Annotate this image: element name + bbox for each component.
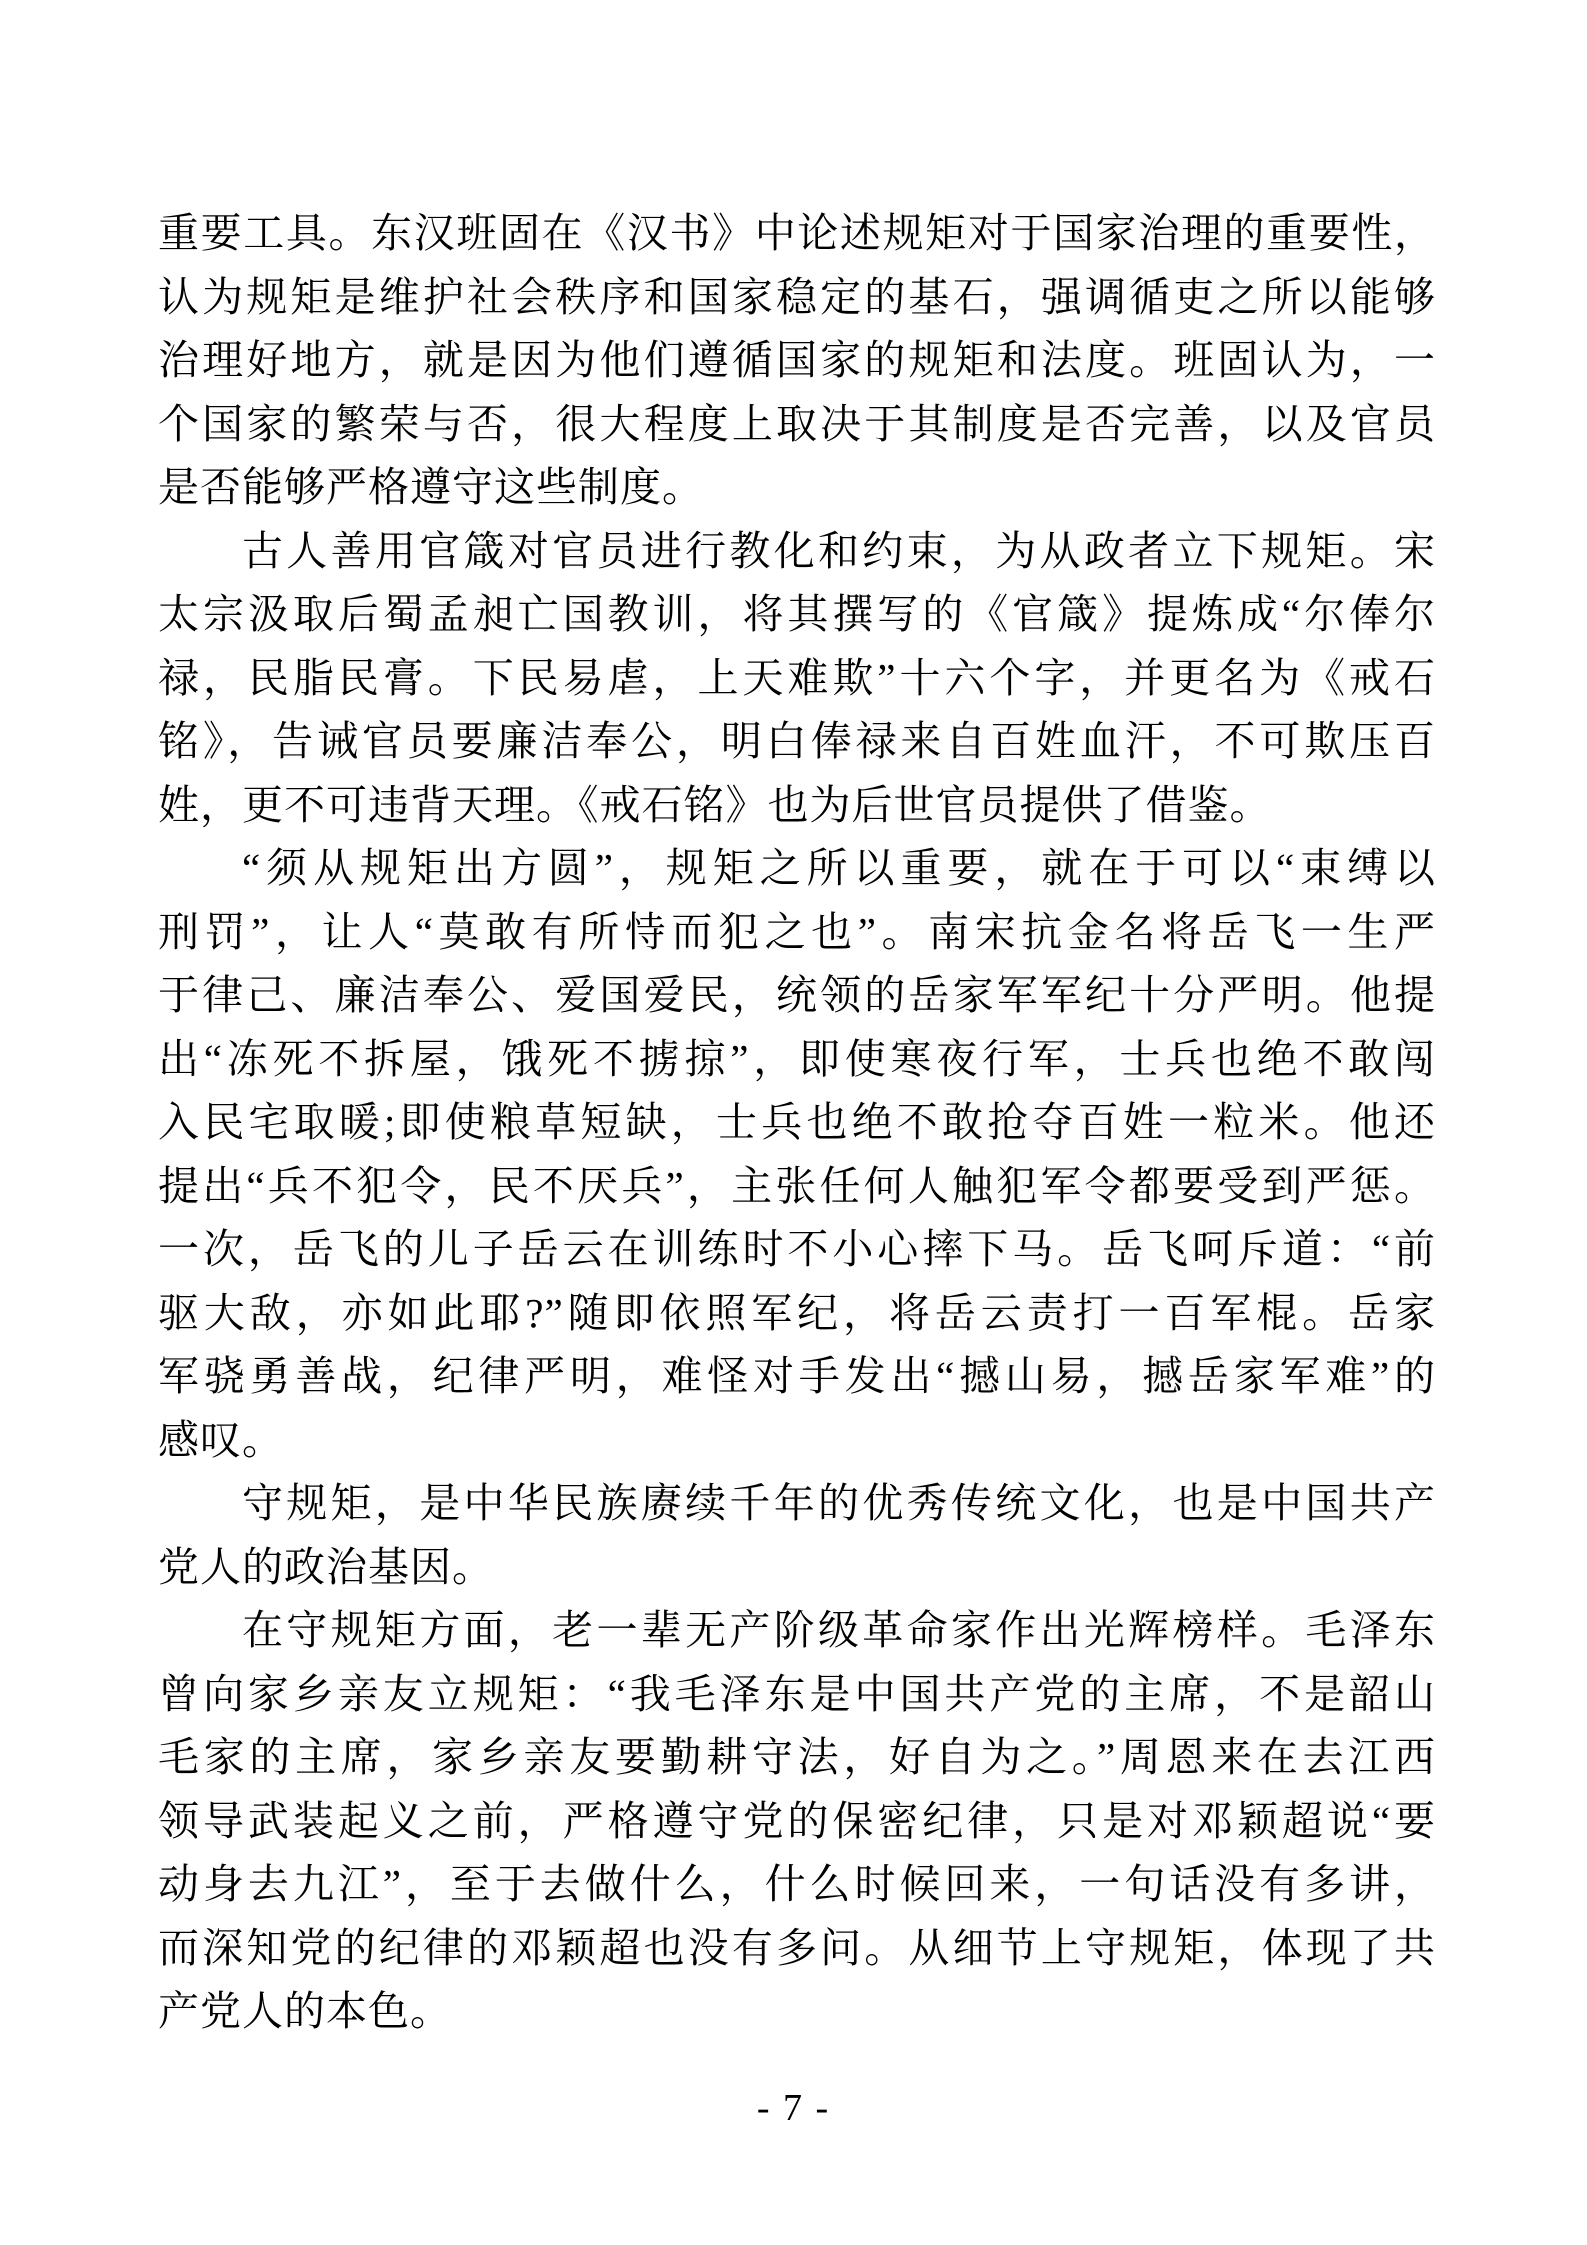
text-line: 是否能够严格遵守这些制度。 (158, 464, 704, 510)
text-line: “须从规矩出方圆”，规矩之所以重要，就在于可以“束缚以 (242, 845, 1436, 891)
text-line: 出“冻死不拆屋，饿死不掳掠”，即使寒夜行军，士兵也绝不敢闯 (158, 1035, 1436, 1082)
text-line: 驱大敌，亦如此耶?”随即依照军纪，将岳云责打一百军棍。岳家 (158, 1289, 1436, 1336)
text-line: 曾向家乡亲友立规矩：“我毛泽东是中国共产党的主席，不是韶山 (158, 1670, 1436, 1717)
text-line: 一次，岳飞的儿子岳云在训练时不小心摔下马。岳飞呵斥道：“前 (158, 1226, 1436, 1272)
text-line: 重要工具。东汉班固在《汉书》中论述规矩对于国家治理的重要性， (158, 210, 1436, 256)
page-number: - 7 - (756, 2087, 831, 2129)
document-body (158, 202, 1436, 2044)
text-line: 古人善用官箴对官员进行教化和约束，为从政者立下规矩。宋 (242, 527, 1436, 574)
text-line: 入民宅取暖;即使粮草短缺，士兵也绝不敢抢夺百姓一粒米。他还 (158, 1099, 1436, 1145)
text-line: 领导武装起义之前，严格遵守党的保密纪律，只是对邓颖超说“要 (158, 1797, 1436, 1844)
text-line: 个国家的繁荣与否，很大程度上取决于其制度是否完善，以及官员 (158, 400, 1436, 447)
text-line: 禄，民脂民膏。下民易虐，上天难欺”十六个字，并更名为《戒石 (158, 654, 1436, 701)
text-line: 姓，更不可违背天理。《戒石铭》也为后世官员提供了借鉴。 (158, 781, 1272, 828)
text-line: 太宗汲取后蜀孟昶亡国教训，将其撰写的《官箴》提炼成“尔俸尔 (158, 591, 1436, 637)
text-line: 而深知党的纪律的邓颖超也没有多问。从细节上守规矩，体现了共 (158, 1924, 1436, 1971)
text-line: 动身去九江”，至于去做什么，什么时候回来，一句话没有多讲， (158, 1861, 1436, 1907)
text-line: 守规矩，是中华民族赓续千年的优秀传统文化，也是中国共产 (242, 1480, 1436, 1526)
text-line: 于律己、廉洁奉公、爱国爱民，统领的岳家军军纪十分严明。他提 (158, 972, 1436, 1018)
text-line: 刑罚”，让人“莫敢有所恃而犯之也”。南宋抗金名将岳飞一生严 (158, 908, 1436, 955)
text-line: 治理好地方，就是因为他们遵循国家的规矩和法度。班固认为，一 (158, 337, 1436, 383)
text-line: 产党人的本色。 (158, 1988, 452, 2034)
text-line: 感叹。 (158, 1416, 284, 1463)
text-line: 军骁勇善战，纪律严明，难怪对手发出“撼山易，撼岳家军难”的 (158, 1353, 1436, 1399)
text-line: 在守规矩方面，老一辈无产阶级革命家作出光辉榜样。毛泽东 (242, 1607, 1436, 1653)
text-line: 铭》，告诫官员要廉洁奉公，明白俸禄来自百姓血汗，不可欺压百 (158, 718, 1436, 764)
text-line: 党人的政治基因。 (158, 1543, 494, 1590)
text-line: 认为规矩是维护社会秩序和国家稳定的基石，强调循吏之所以能够 (158, 273, 1436, 320)
text-line: 毛家的主席，家乡亲友要勤耕守法，好自为之。”周恩来在去江西 (158, 1734, 1436, 1780)
text-line: 提出“兵不犯令，民不厌兵”，主张任何人触犯军令都要受到严惩。 (158, 1162, 1436, 1209)
